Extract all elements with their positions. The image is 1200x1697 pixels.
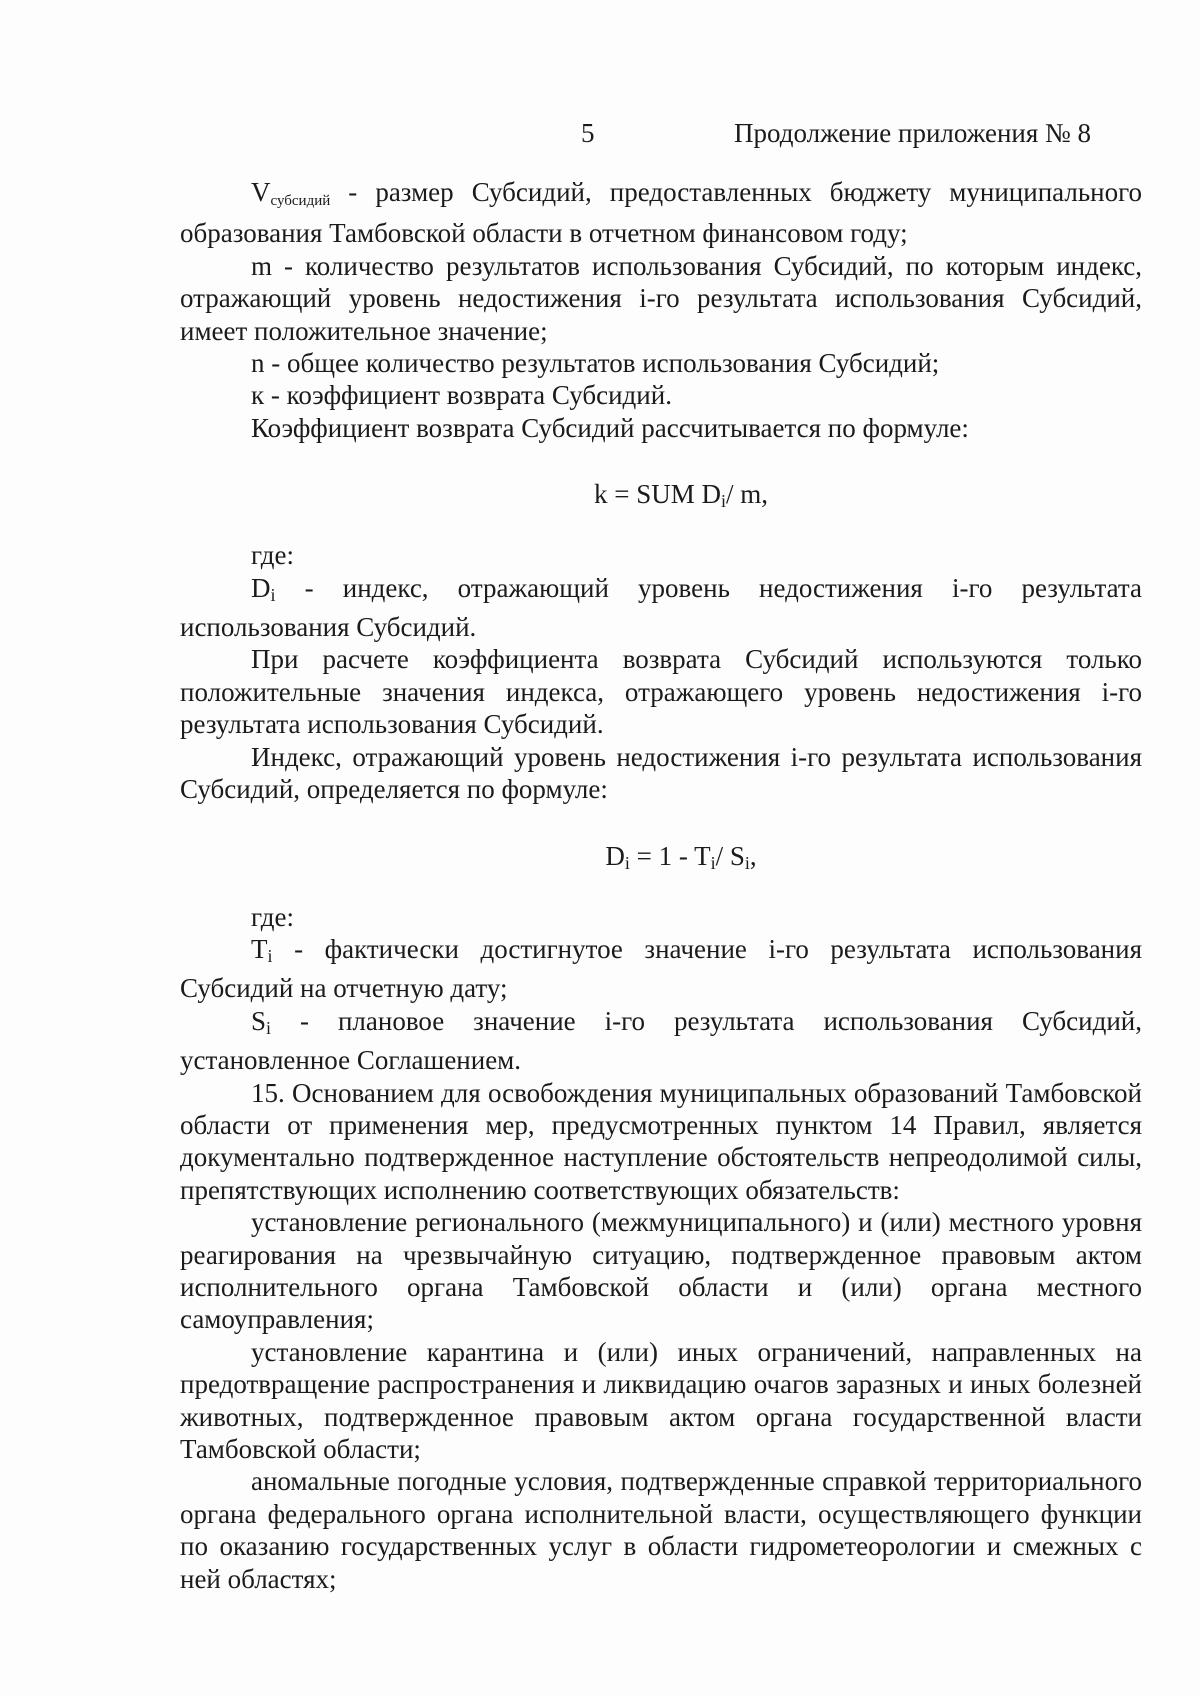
formula-di-sub3: i [744,852,750,873]
si-symbol: S [251,1005,267,1036]
si-subscript: i [266,1017,272,1038]
document-body [180,176,1142,1595]
paragraph-k-definition: к - коэффициент возврата Субсидий. [251,380,672,411]
paragraph-index-formula-intro: Индекс, отражающий уровень недостижения i-го результата использования Субсидий, определяется по формуле: [180,741,1142,805]
ti-definition: - фактически достигнутое значение i-го результата использования Субсидий на отчетную дату; [180,933,1142,1004]
paragraph-emergency-regime: установление регионального (межмуниципального) и (или) местного уровня реагирования на чрезвычайную ситуацию, подтвержденное правовым актом исполнительного органа Тамбовской области и (или) органа местного самоуправления; [180,1207,1142,1335]
di-definition: - индекс, отражающий уровень недостижения i-го результата использования Субсидий. [180,572,1142,643]
v-subscript: субсидий [270,193,331,209]
paragraph-di-definition [180,572,1142,644]
paragraph-positive-values: При расчете коэффициента возврата Субсидий используются только положительные значения индекса, отражающего уровень недостижения i-го результата использования Субсидий. [180,644,1142,740]
paragraph-m-definition: m - количество результатов использования Субсидий, по которым индекс, отражающий уровень недостижения i-го результата использования Субсидий, имеет положительное значение; [180,250,1142,346]
paragraph-v-subsidy [180,176,1142,250]
paragraph-quarantine: установление карантина и (или) иных ограничений, направленных на предотвращение распространения и ликвидацию очагов заразных и иных болезней животных, подтвержденное правовым актом органа государственной власти Тамбовской области; [180,1336,1142,1464]
formula-k-subscript: i [720,491,726,512]
ti-subscript: i [267,945,273,966]
paragraph-weather: аномальные погодные условия, подтвержденные справкой территориального органа федерального органа исполнительной власти, осуществляющего функции по оказанию государственных услуг в области гидрометеорологии и смежных с ней областях; [180,1466,1142,1594]
page-number: 5 [581,118,595,148]
formula-di-d: D [605,840,625,871]
formula-k-left: k = SUM D [593,479,721,510]
si-definition: - плановое значение i-го результата использования Субсидий, установленное Соглашением. [180,1005,1142,1076]
paragraph-15-exemption: 15. Основанием для освобождения муниципальных образований Тамбовской области от применения мер, предусмотренных пунктом 14 Правил, является документально подтвержденное наступление обстоятельств непреодолимой силы, препятствующих исполнению соответствующих обязательств: [180,1077,1142,1205]
formula-k [180,478,1142,517]
paragraph-si-definition [180,1005,1142,1077]
where-label-1: где: [251,540,294,571]
where-label-2: где: [251,901,294,932]
paragraph-n-definition: n - общее количество результатов использования Субсидий; [251,348,940,379]
formula-di-sub2: i [710,852,716,873]
formula-di-slash: / S [715,840,745,871]
paragraph-k-formula-intro: Коэффициент возврата Субсидий рассчитывается по формуле: [251,412,969,443]
formula-di-mid: = 1 - T [629,840,711,871]
ti-symbol: T [251,933,268,964]
formula-di-sub1: i [624,852,630,873]
paragraph-ti-definition [180,933,1142,1005]
formula-di-end: , [749,840,757,871]
di-symbol: D [251,572,271,603]
di-subscript: i [270,584,276,605]
v-definition: - размер Субсидий, предоставленных бюджету муниципального образования Тамбовской области в отчетном финансовом году; [180,177,1142,249]
formula-di [180,840,1142,879]
v-symbol: V [251,177,271,207]
formula-k-right: / m, [726,479,769,510]
appendix-continuation-title: Продолжение приложения № 8 [734,118,1092,148]
